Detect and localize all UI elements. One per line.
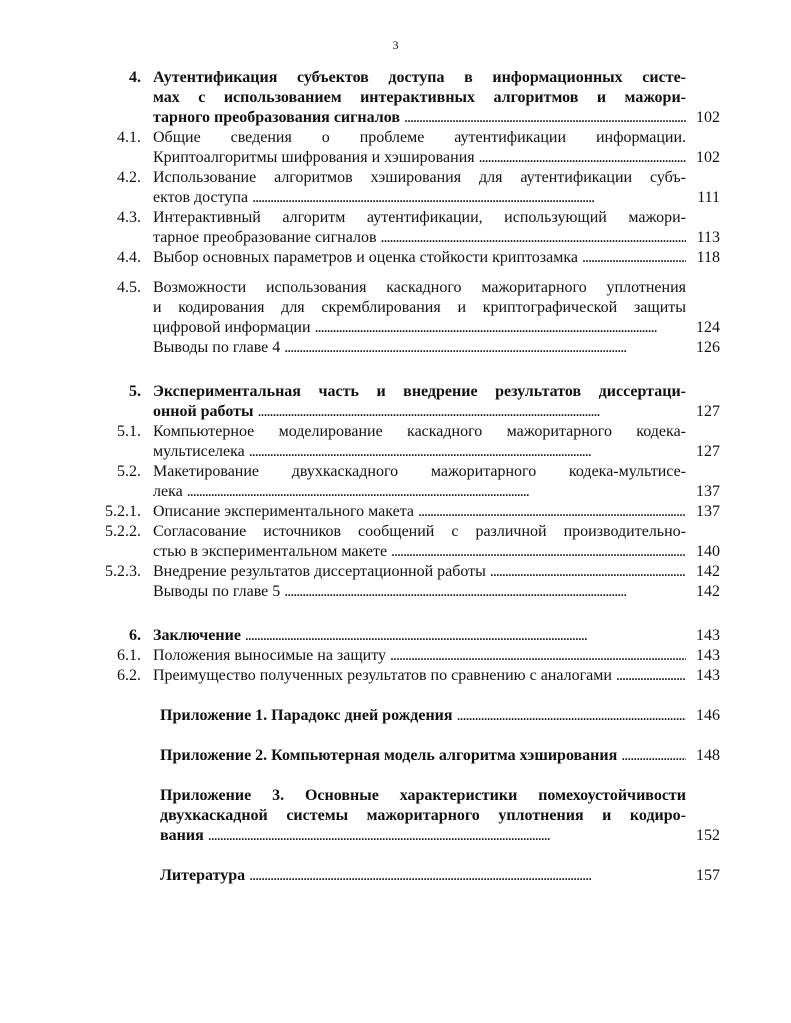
toc-entry-title bbox=[153, 582, 686, 602]
toc-entry-last-line bbox=[153, 248, 686, 268]
toc-leader-dots bbox=[249, 866, 686, 886]
toc-leader-dots bbox=[582, 248, 686, 268]
toc-entry bbox=[0, 866, 791, 886]
toc-entry-page: 102 bbox=[696, 109, 720, 126]
toc-entry-title bbox=[153, 462, 686, 502]
toc-leader-dots bbox=[284, 338, 686, 358]
toc-entry-page: 127 bbox=[696, 403, 720, 420]
toc-entry-number: 4.1. bbox=[117, 129, 141, 146]
toc-entry-page: 126 bbox=[696, 339, 720, 356]
toc-entry-number: 4.5. bbox=[117, 279, 141, 296]
toc-entry-title bbox=[153, 128, 686, 168]
toc-entry-title bbox=[153, 646, 686, 666]
toc-entry-number: 5.2.1. bbox=[105, 503, 141, 520]
toc-spacer bbox=[0, 766, 791, 786]
toc-entry-line: мах с использованием интерактивных алгоритмов и мажори- bbox=[153, 89, 686, 106]
toc-entry bbox=[0, 582, 791, 602]
toc-entry-number: 5.2.2. bbox=[105, 523, 141, 540]
toc-leader-dots bbox=[284, 582, 686, 602]
toc-entry bbox=[0, 208, 791, 248]
toc-entry-page: 146 bbox=[696, 707, 720, 724]
toc-entry-line: Интерактивный алгоритм аутентификации, использующий мажори- bbox=[153, 209, 686, 226]
toc-entry-title bbox=[153, 562, 686, 582]
toc-spacer bbox=[0, 358, 791, 382]
toc-entry-title bbox=[153, 68, 686, 128]
toc-entry-page: 143 bbox=[696, 627, 720, 644]
toc-entry-page: 143 bbox=[696, 647, 720, 664]
toc-entry-title bbox=[160, 786, 686, 846]
toc-entry-last-line bbox=[153, 108, 686, 128]
toc-entry-line: Общие сведения о проблеме аутентификации информации. bbox=[153, 129, 686, 146]
toc-entry-last-line bbox=[153, 318, 686, 338]
toc-entry-line: Внедрение результатов диссертационной работы bbox=[153, 563, 486, 580]
toc-leader-dots bbox=[249, 442, 686, 462]
toc-entry-last-line bbox=[160, 706, 686, 726]
toc-entry-title bbox=[153, 248, 686, 268]
toc-entry-title bbox=[153, 502, 686, 522]
toc-entry-title bbox=[153, 208, 686, 248]
toc-entry-title bbox=[153, 338, 686, 358]
page-number: 3 bbox=[392, 38, 399, 52]
toc-entry-title bbox=[153, 382, 686, 422]
toc-entry-line: Выбор основных параметров и оценка стойкости криптозамка bbox=[153, 249, 578, 266]
toc-leader-dots bbox=[457, 706, 686, 726]
toc-entry-last-line bbox=[153, 228, 686, 248]
toc-entry-line: Преимущество полученных результатов по сравнению с аналогами bbox=[153, 667, 612, 684]
toc-entry bbox=[0, 522, 791, 562]
toc-entry-page: 118 bbox=[696, 249, 720, 266]
toc-entry-title bbox=[160, 746, 686, 766]
toc-entry-line: Макетирование двухкаскадного мажоритарного кодека-мультисе- bbox=[153, 463, 686, 480]
toc-entry-page: 102 bbox=[696, 149, 720, 166]
toc-entry bbox=[0, 462, 791, 502]
toc-entry-line: Приложение 1. Парадокс дней рождения bbox=[160, 707, 453, 724]
toc-entry bbox=[0, 626, 791, 646]
toc-leader-dots bbox=[252, 188, 686, 208]
toc-entry-number: 4. bbox=[129, 69, 141, 86]
toc-leader-dots bbox=[621, 746, 686, 766]
toc-entry-line: Приложение 3. Основные характеристики помехоустойчивости bbox=[160, 787, 686, 804]
toc-entry-line: цифровой информации bbox=[153, 319, 311, 336]
toc-entry bbox=[0, 128, 791, 168]
toc-entry-line: Компьютерное моделирование каскадного мажоритарного кодека- bbox=[153, 423, 686, 440]
toc-entry-page: 157 bbox=[696, 867, 720, 884]
toc-entry-page: 111 bbox=[697, 189, 720, 206]
toc-entry-page: 143 bbox=[696, 667, 720, 684]
toc-entry-page: 124 bbox=[696, 319, 720, 336]
toc-entry-line: вания bbox=[160, 827, 204, 844]
toc-entry-line: лека bbox=[153, 483, 183, 500]
toc-entry-line: Положения выносимые на защиту bbox=[153, 647, 387, 664]
toc-entry-number: 4.2. bbox=[117, 169, 141, 186]
toc-entry-last-line bbox=[153, 442, 686, 462]
toc-entry-number: 5. bbox=[129, 383, 141, 400]
toc-entry-page: 137 bbox=[696, 503, 720, 520]
toc-entry-line: Криптоалгоритмы шифрования и хэширования bbox=[153, 149, 475, 166]
toc-entry-line: Экспериментальная часть и внедрение результатов диссертаци- bbox=[153, 383, 686, 400]
toc-entry bbox=[0, 278, 791, 338]
toc-entry-title bbox=[160, 706, 686, 726]
toc-leader-dots bbox=[490, 562, 686, 582]
toc-spacer bbox=[0, 686, 791, 706]
toc-entry bbox=[0, 562, 791, 582]
toc-leader-dots bbox=[418, 502, 686, 522]
toc-spacer bbox=[0, 726, 791, 746]
toc-entry-last-line bbox=[153, 646, 686, 666]
toc-entry-last-line bbox=[153, 582, 686, 602]
toc-entry-title bbox=[153, 626, 686, 646]
toc-entry-page: 142 bbox=[696, 563, 720, 580]
toc-entry-last-line bbox=[153, 338, 686, 358]
toc-entry-line: Литература bbox=[160, 867, 246, 884]
toc-entry-last-line bbox=[153, 148, 686, 168]
toc-entry bbox=[0, 382, 791, 422]
toc-entry-line: тарного преобразования сигналов bbox=[153, 109, 400, 126]
toc-leader-dots bbox=[187, 482, 686, 502]
toc-entry bbox=[0, 666, 791, 686]
toc-spacer bbox=[0, 268, 791, 278]
toc-entry-title bbox=[153, 522, 686, 562]
toc-entry bbox=[0, 746, 791, 766]
toc-leader-dots bbox=[315, 318, 686, 338]
toc-entry-last-line bbox=[153, 626, 686, 646]
toc-entry-line: Выводы по главе 5 bbox=[153, 583, 281, 600]
toc-leader-dots bbox=[257, 402, 686, 422]
toc-entry-line: ектов доступа bbox=[153, 189, 249, 206]
toc-entry-page: 142 bbox=[696, 583, 720, 600]
toc-entry-title bbox=[153, 278, 686, 338]
toc-entry-last-line bbox=[153, 482, 686, 502]
toc-entry-title bbox=[153, 422, 686, 462]
toc-entry bbox=[0, 68, 791, 128]
toc-entry-number: 4.3. bbox=[117, 209, 141, 226]
toc-entry bbox=[0, 248, 791, 268]
toc-entry-number: 5.2. bbox=[117, 463, 141, 480]
toc-entry-title bbox=[153, 666, 686, 686]
toc-entry-title bbox=[153, 168, 686, 208]
toc-entry bbox=[0, 646, 791, 666]
toc-entry-number: 6.2. bbox=[117, 667, 141, 684]
toc-entry-page: 113 bbox=[696, 229, 720, 246]
toc-entry-line: Заключение bbox=[153, 627, 241, 644]
toc-entry-page: 152 bbox=[696, 827, 720, 844]
toc-entry-last-line bbox=[160, 746, 686, 766]
toc-entry-title bbox=[160, 866, 686, 886]
toc-leader-dots bbox=[208, 826, 686, 846]
toc-entry-last-line bbox=[153, 502, 686, 522]
table-of-contents bbox=[0, 68, 791, 886]
toc-entry-last-line bbox=[153, 562, 686, 582]
toc-entry-number: 5.1. bbox=[117, 423, 141, 440]
toc-entry-line: тарное преобразование сигналов bbox=[153, 229, 377, 246]
toc-entry-page: 148 bbox=[696, 747, 720, 764]
toc-entry-page: 127 bbox=[696, 443, 720, 460]
toc-leader-dots bbox=[245, 626, 686, 646]
toc-leader-dots bbox=[616, 666, 686, 686]
toc-entry-line: двухкаскадной системы мажоритарного уплотнения и кодиро- bbox=[160, 807, 686, 824]
toc-leader-dots bbox=[381, 228, 686, 248]
toc-leader-dots bbox=[391, 542, 686, 562]
toc-entry-last-line bbox=[160, 826, 686, 846]
toc-entry-line: и кодирования для скремблирования и криптографической защиты bbox=[153, 299, 686, 316]
toc-entry bbox=[0, 338, 791, 358]
toc-leader-dots bbox=[404, 108, 686, 128]
toc-entry bbox=[0, 706, 791, 726]
toc-entry-page: 140 bbox=[696, 543, 720, 560]
toc-entry-line: онной работы bbox=[153, 403, 254, 420]
toc-entry-line: Описание экспериментального макета bbox=[153, 503, 414, 520]
toc-entry-last-line bbox=[153, 188, 686, 208]
toc-entry bbox=[0, 168, 791, 208]
toc-leader-dots bbox=[479, 148, 686, 168]
toc-entry-line: Использование алгоритмов хэширования для аутентификации субъ- bbox=[153, 169, 686, 186]
toc-entry-line: Выводы по главе 4 bbox=[153, 339, 281, 356]
toc-entry bbox=[0, 786, 791, 846]
toc-entry-last-line bbox=[153, 542, 686, 562]
toc-entry-number: 5.2.3. bbox=[105, 563, 141, 580]
toc-entry-number: 6.1. bbox=[117, 647, 141, 664]
toc-entry-line: Согласование источников сообщений с различной производительно- bbox=[153, 523, 686, 540]
toc-entry-last-line bbox=[153, 666, 686, 686]
toc-entry bbox=[0, 502, 791, 522]
toc-entry bbox=[0, 422, 791, 462]
toc-spacer bbox=[0, 846, 791, 866]
toc-entry-number: 4.4. bbox=[117, 249, 141, 266]
toc-entry-page: 137 bbox=[696, 483, 720, 500]
toc-entry-number: 6. bbox=[129, 627, 141, 644]
toc-entry-line: мультиселека bbox=[153, 443, 245, 460]
toc-entry-line: Приложение 2. Компьютерная модель алгоритма хэширования bbox=[160, 747, 618, 764]
toc-entry-line: стью в экспериментальном макете bbox=[153, 543, 388, 560]
toc-leader-dots bbox=[390, 646, 686, 666]
toc-spacer bbox=[0, 602, 791, 626]
toc-entry-last-line bbox=[160, 866, 686, 886]
toc-entry-last-line bbox=[153, 402, 686, 422]
toc-entry-line: Аутентификация субъектов доступа в информационных систе- bbox=[153, 69, 686, 86]
toc-entry-line: Возможности использования каскадного мажоритарного уплотнения bbox=[153, 279, 686, 296]
